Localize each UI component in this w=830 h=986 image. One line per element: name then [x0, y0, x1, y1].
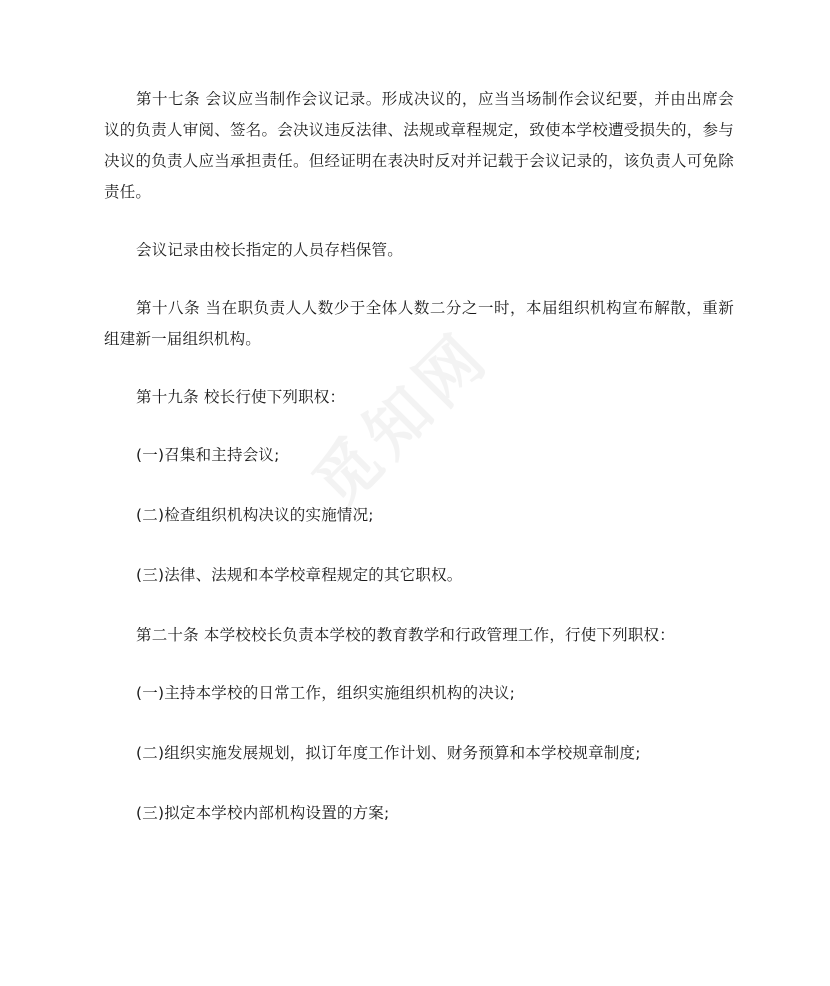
watermark-text: 觅知网	[299, 317, 505, 523]
list-item: (三)法律、法规和本学校章程规定的其它职权。	[136, 566, 463, 584]
paragraph-meeting-records: 会议记录由校长指定的人员存档保管。	[136, 241, 403, 259]
list-item: (三)拟定本学校内部机构设置的方案;	[136, 804, 390, 822]
paragraph-article-17: 第十七条 会议应当制作会议记录。形成决议的，应当当场制作会议纪要，并由出席会议的负责人审阅、签名。会决议违反法律、法规或章程规定，致使本学校遭受损失的，参与决议的负责人应当承担责任。但经证明在表决时反对并记载于会议记录的，该负责人可免除责任。	[104, 90, 734, 201]
paragraph-article-18: 第十八条 当在职负责人人数少于全体人数二分之一时，本届组织机构宣布解散，重新组建新一届组织机构。	[104, 299, 734, 348]
list-item: (二)检查组织机构决议的实施情况;	[136, 506, 374, 524]
list-item: (一)主持本学校的日常工作，组织实施组织机构的决议;	[136, 684, 516, 702]
paragraph-article-20: 第二十条 本学校校长负责本学校的教育教学和行政管理工作，行使下列职权：	[136, 626, 675, 644]
list-item: (二)组织实施发展规划，拟订年度工作计划、财务预算和本学校规章制度;	[136, 744, 641, 762]
paragraph-article-19: 第十九条 校长行使下列职权：	[136, 388, 346, 406]
list-item: (一)召集和主持会议;	[136, 446, 280, 464]
document-body	[104, 84, 734, 858]
